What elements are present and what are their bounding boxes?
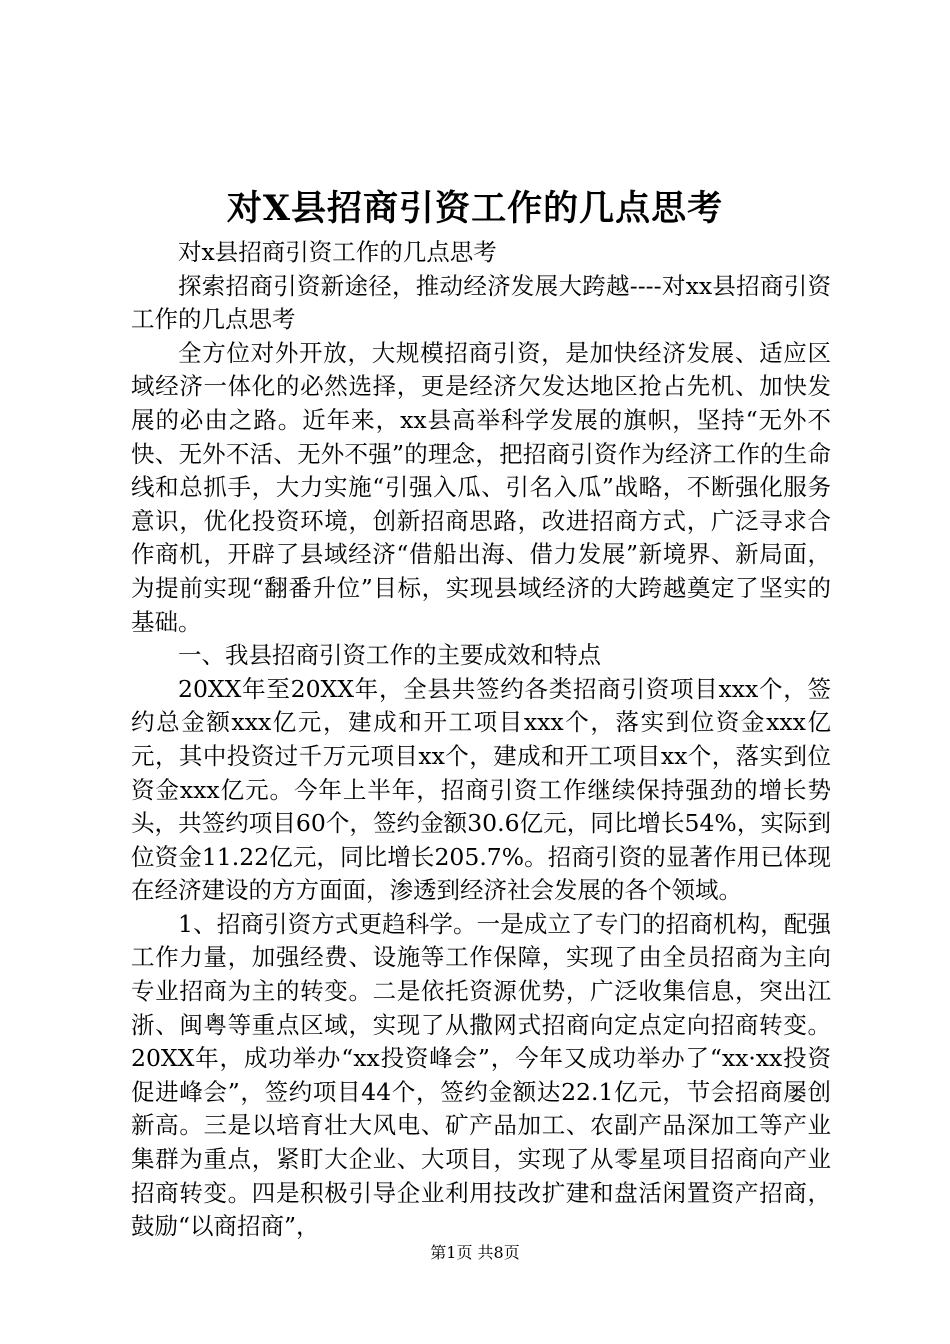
paragraph-heading: 探索招商引资新途径，推动经济发展大跨越----对xx县招商引资工作的几点思考 [131, 271, 831, 334]
section-heading-1: 一、我县招商引资工作的主要成效和特点 [178, 641, 601, 670]
paragraph-results: 20XX年至20XX年，全县共签约各类招商引资项目xxx个，签约总金额xxx亿元，建成和开工项目xxx个，落实到位资金xxx亿元，其中投资过千万元项目xx个，建成和开工项目xx个，落实到位资金xxx亿元。今年上半年，招商引资工作继续保持强劲的增长势头，共签约项目60个，签约金额30.6亿元，同比增长54%，实际到位资金11.22亿元，同比增长205.7%。招商引资的显著作用已体现在经济建设的方方面面，渗透到经济社会发展的各个领域。 [131, 674, 831, 905]
page-number: 第1页 共8页 [430, 1243, 520, 1262]
paragraph-subtitle: 对x县招商引资工作的几点思考 [178, 238, 497, 266]
paragraph-intro: 全方位对外开放，大规模招商引资，是加快经济发展、适应区域经济一体化的必然选择，更是经济欠发达地区抢占先机、加快发展的必由之路。近年来，xx县高举科学发展的旗帜，坚持“无外不快、无外不活、无外不强”的理念，把招商引资作为经济工作的生命线和总抓手，大力实施“引强入瓜、引名入瓜”战略，不断强化服务意识，优化投资环境，创新招商思路，改进招商方式，广泛寻求合作商机，开辟了县域经济“借船出海、借力发展”新境界、新局面，为提前实现“翻番升位”目标，实现县域经济的大跨越奠定了坚实的基础。 [131, 338, 831, 636]
paragraph-point-1: 1、招商引资方式更趋科学。一是成立了专门的招商机构，配强工作力量，加强经费、设施等工作保障，实现了由全员招商为主向专业招商为主的转变。二是依托资源优势，广泛收集信息，突出江浙、闽粤等重点区域，实现了从撒网式招商向定点定向招商转变。20XX年，成功举办“xx投资峰会”，今年又成功举办了“xx·xx投资促进峰会”，签约项目44个，签约金额达22.1亿元，节会招商屡创新高。三是以培育壮大风电、矿产品加工、农副产品深加工等产业集群为重点，紧盯大企业、大项目，实现了从零星项目招商向产业招商转变。四是积极引导企业利用技改扩建和盘活闲置资产招商，鼓励“以商招商”， [131, 909, 831, 1241]
document-title: 对X县招商引资工作的几点思考 [226, 188, 724, 229]
document-body [131, 236, 831, 1244]
